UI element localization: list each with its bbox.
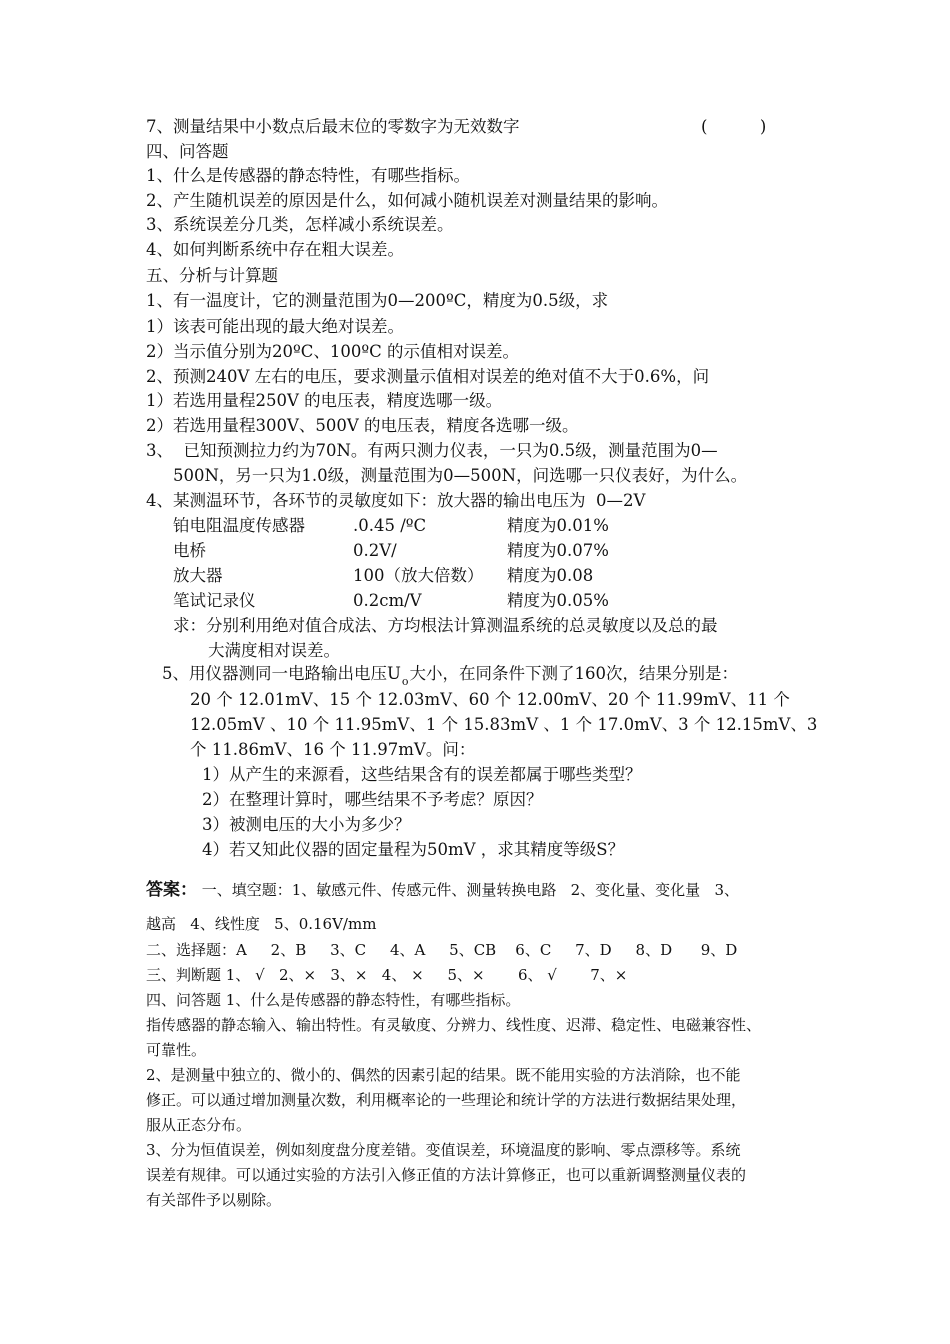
- component-accuracy: 精度为0.01%: [507, 516, 609, 535]
- calc-question-3-cont: 500N，另一只为1.0级，测量范围为0—500N，问选哪一只仪表好，为什么。: [173, 466, 748, 485]
- component-accuracy: 精度为0.07%: [507, 541, 609, 560]
- calc-question-5-sub-1: 1）从产生的来源看，这些结果含有的误差都属于哪些类型？: [202, 765, 642, 784]
- calc-question-1: 1、有一温度计，它的测量范围为0—200ºC，精度为0.5级，求: [146, 291, 609, 310]
- answers-choice: 二、选择题：A 2、B 3、C 4、A 5、CB 6、C 7、D 8、D 9、D: [146, 941, 738, 959]
- calc-question-2: 2、预测240V 左右的电压，要求测量示值相对误差的绝对值不大于0.6%，问: [146, 367, 710, 386]
- calc-question-4-ask: 求：分别利用绝对值合成法、方均根法计算测温系统的总灵敏度以及总的最: [173, 616, 718, 635]
- answers-fill-in-cont: 越高 4、线性度 5、0.16V/mm: [146, 915, 377, 933]
- q5-text-end: 大小，在同条件下测了160次，结果分别是：: [409, 664, 739, 683]
- component-accuracy: 精度为0.05%: [507, 591, 609, 610]
- calc-question-5-sub-4: 4）若又知此仪器的固定量程为50mV ，求其精度等级S？: [202, 840, 625, 859]
- component-sensitivity: 0.2cm/V: [353, 591, 422, 610]
- component-name: 铂电阻温度传感器: [173, 516, 305, 535]
- answer-blank: ( ): [701, 117, 767, 136]
- q5-text-start: 5、用仪器测同一电路输出电压U: [162, 664, 401, 683]
- component-sensitivity: .0.45 /ºC: [353, 516, 427, 535]
- calc-question-1-part-1: 1）该表可能出现的最大绝对误差。: [146, 317, 404, 336]
- component-name: 电桥: [173, 541, 206, 560]
- judge-question-7: 7、测量结果中小数点后最末位的零数字为无效数字: [146, 117, 520, 136]
- qa-question-1: 1、什么是传感器的静态特性，有哪些指标。: [146, 166, 470, 185]
- calc-question-5-sub-2: 2）在整理计算时，哪些结果不予考虑？原因？: [202, 790, 543, 809]
- component-name: 笔试记录仪: [173, 591, 256, 610]
- answers-judge: 三、判断题 1、 √ 2、× 3、× 4、 × 5、× 6、 √ 7、×: [146, 966, 628, 984]
- answer-3-line-3: 有关部件予以剔除。: [146, 1191, 282, 1209]
- answer-1-line-2: 可靠性。: [146, 1041, 207, 1059]
- answer-3-line-1: 3、分为恒值误差，例如刻度盘分度差错。变值误差，环境温度的影响、零点漂移等。系统: [146, 1141, 741, 1159]
- qa-question-3: 3、系统误差分几类，怎样减小系统误差。: [146, 215, 454, 234]
- calc-question-5: [162, 664, 738, 686]
- calc-question-2-part-2: 2）若选用量程300V、500V 的电压表，精度各选哪一级。: [146, 416, 579, 435]
- qa-question-4: 4、如何判断系统中存在粗大误差。: [146, 240, 404, 259]
- answers-fill-text: 一、填空题：1、敏感元件、传感元件、测量转换电路 2、变化量、变化量 3、: [197, 881, 740, 899]
- calc-question-1-part-2: 2）当示值分别为20ºC、100ºC 的示值相对误差。: [146, 342, 519, 361]
- component-sensitivity: 0.2V/: [353, 541, 397, 560]
- answer-2-line-2: 修正。可以通过增加测量次数，利用概率论的一些理论和统计学的方法进行数据结果处理，: [146, 1091, 747, 1109]
- answer-2-line-1: 2、是测量中独立的、微小的、偶然的因素引起的结果。既不能用实验的方法消除，也不能: [146, 1066, 741, 1084]
- calc-question-5-sub-3: 3）被测电压的大小为多少？: [202, 815, 411, 834]
- answer-3-line-2: 误差有规律。可以通过实验的方法引入修正值的方法计算修正，也可以重新调整测量仪表的: [146, 1166, 747, 1184]
- calc-question-4: 4、某测温环节，各环节的灵敏度如下：放大器的输出电压为 0—2V: [146, 491, 646, 510]
- component-name: 放大器: [173, 566, 223, 585]
- answers-label: 答案：: [146, 880, 197, 900]
- answers-qa-head: 四、问答题 1、什么是传感器的静态特性，有哪些指标。: [146, 991, 521, 1009]
- calc-question-3: 3、 已知预测拉力约为70N。有两只测力仪表，一只为0.5级，测量范围为0—: [146, 441, 718, 460]
- qa-question-2: 2、产生随机误差的原因是什么，如何减小随机误差对测量结果的影响。: [146, 191, 668, 210]
- section-title-qa: 四、问答题: [146, 142, 229, 161]
- section-title-calc: 五、分析与计算题: [146, 266, 278, 285]
- calc-question-5-line-3: 12.05mV 、10 个 11.95mV、1 个 15.83mV 、1 个 17.0mV、3 个 12.15mV、3: [190, 715, 818, 734]
- component-sensitivity: 100（放大倍数）: [353, 566, 484, 585]
- calc-question-5-line-4: 个 11.86mV、16 个 11.97mV。问：: [190, 740, 476, 759]
- calc-question-4-ask-cont: 大满度相对误差。: [208, 641, 340, 660]
- answer-2-line-3: 服从正态分布。: [146, 1116, 252, 1134]
- answer-1-line-1: 指传感器的静态输入、输出特性。有灵敏度、分辨力、线性度、迟滞、稳定性、电磁兼容性、: [146, 1016, 762, 1034]
- calc-question-5-line-2: 20 个 12.01mV、15 个 12.03mV、60 个 12.00mV、20 个 11.99mV、11 个: [190, 690, 790, 709]
- calc-question-2-part-1: 1）若选用量程250V 的电压表，精度选哪一级。: [146, 391, 503, 410]
- q5-subscript: o: [401, 675, 409, 688]
- answers-fill-in: [146, 880, 739, 900]
- component-accuracy: 精度为0.08: [507, 566, 594, 585]
